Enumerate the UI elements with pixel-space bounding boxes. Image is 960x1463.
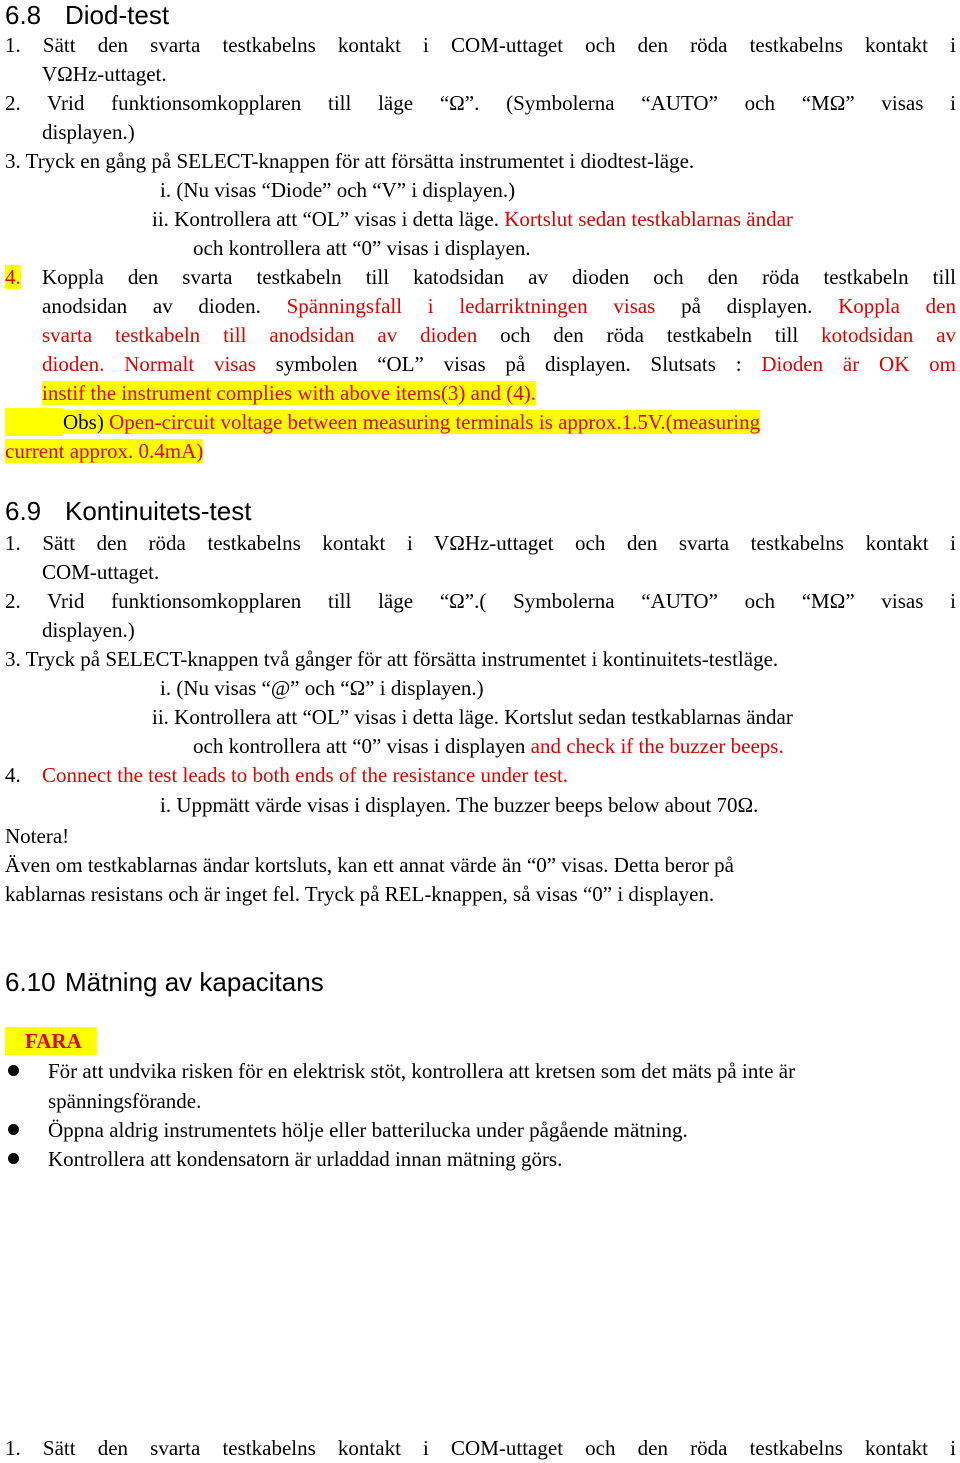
bullet-line: spänningsförande. [48,1089,202,1113]
sub-item-line [193,732,784,760]
text-span: och kontrollera att “0” visas i displayen [193,734,526,758]
red-text: Spänningsfall i ledarriktningen visas [286,294,656,318]
text-span: på displayen. [655,294,813,318]
warning-label: FARA [25,1029,82,1053]
bullet-icon [8,1124,19,1135]
item-number: 4. [5,265,21,289]
text-span: Slutsats : [630,352,762,376]
sub-item-line: och kontrollera att “0” visas i displayen. [193,236,531,260]
paragraph-line: 3. Tryck på SELECT-knappen två gånger för att försätta instrumentet i kontinuitets-testläge. [5,647,779,671]
red-text: Normalt visas [104,352,256,376]
paragraph-line: displayen.) [42,120,135,144]
section-number: 6.9 [5,496,42,526]
warning-badge [5,1027,97,1055]
section-title: Diod-test [65,0,170,30]
sub-item-line: i. (Nu visas “@” och “Ω” i displayen.) [160,676,484,700]
note-line: Även om testkablarnas ändar kortsluts, kan ett annat värde än “0” visas. Detta beror på [5,853,734,877]
item-number-highlight [5,263,21,291]
obs-text: Open-circuit voltage between measuring terminals is approx.1.5V.(measuring [109,410,761,434]
note-line: kablarnas resistans och är inget fel. Tryck på REL-knappen, så visas “0” i displayen. [5,882,715,906]
item-number: 4. [5,763,21,787]
sub-item-line: i. Uppmätt värde visas i displayen. The buzzer beeps below about 70Ω. [160,793,759,817]
red-text: Connect the test leads to both ends of the resistance under test. [42,763,569,787]
section-title: Mätning av kapacitans [65,967,324,997]
obs-line [5,437,203,465]
section-number: 6.10 [5,967,56,997]
red-text: anodsidan av dioden [269,323,478,347]
paragraph-line: VΩHz-uttaget. [42,62,167,86]
obs-line [5,408,910,436]
bullet-line: Öppna aldrig instrumentets hölje eller batterilucka under pågående mätning. [48,1118,688,1142]
footer-line: 1. Sätt den svarta testkabelns kontakt i COM-uttaget och den röda testkabelns kontakt i [5,1436,956,1460]
paragraph-line: displayen.) [42,618,135,642]
paragraph-line: 1. Sätt den röda testkabelns kontakt i VΩHz-uttaget och den svarta testkabelns kontakt i [5,531,956,555]
bullet-icon [8,1153,19,1164]
paragraph-line [42,292,956,320]
obs-text: current approx. 0.4mA) [5,439,204,463]
sub-item-line [152,205,793,233]
highlight-pad [5,408,63,436]
sub-item-line: i. (Nu visas “Diode” och “V” i displayen.) [160,178,516,202]
paragraph-line [42,321,956,349]
bullet-line: Kontrollera att kondensatorn är urladdad innan mätning görs. [48,1147,563,1171]
paragraph-line: 2. Vrid funktionsomkopplaren till läge “Ω”. (Symbolerna “AUTO” och “MΩ” visas i [5,91,956,115]
text-span: ii. Kontrollera att “OL” visas i detta läge. [152,207,499,231]
red-text: kotodsidan av [821,323,957,347]
red-text: dioden. [42,352,105,376]
red-text: Koppla den [812,294,956,318]
paragraph-line: 2. Vrid funktionsomkopplaren till läge “Ω”.( Symbolerna “AUTO” och “MΩ” visas i [5,589,956,613]
section-number: 6.8 [5,0,42,30]
text-span: anodsidan av dioden. [42,294,287,318]
paragraph-line [5,761,568,789]
text-span: symbolen “OL” visas på displayen. [255,352,631,376]
red-text: instif the instrument complies with above items(3) and (4). [42,381,536,405]
text-span: och den röda testkabeln till [477,323,822,347]
sub-item-line: ii. Kontrollera att “OL” visas i detta läge. Kortslut sedan testkablarnas ändar [152,705,793,729]
red-text: Kortslut sedan testkablarnas ändar [498,207,793,231]
paragraph-line: 3. Tryck en gång på SELECT-knappen för att försätta instrumentet i diodtest-läge. [5,149,695,173]
paragraph-line: Koppla den svarta testkabeln till katodsidan av dioden och den röda testkabeln till [42,265,956,289]
red-text: svarta testkabeln till [42,323,270,347]
section-heading-6-9 [5,496,251,526]
note-heading: Notera! [5,824,70,848]
paragraph-line: COM-uttaget. [42,560,160,584]
paragraph-line [42,350,956,378]
red-text: and check if the buzzer beeps. [525,734,784,758]
paragraph-line: 1. Sätt den svarta testkabelns kontakt i COM-uttaget och den röda testkabelns kontakt i [5,33,956,57]
highlighted-line [42,379,536,407]
obs-label: Obs) [63,410,110,434]
bullet-line: För att undvika risken för en elektrisk stöt, kontrollera att kretsen som det mäts på inte är [48,1059,796,1083]
section-heading-6-8 [5,0,169,30]
section-title: Kontinuitets-test [65,496,252,526]
red-text: Dioden är OK om [761,352,956,376]
section-heading-6-10 [5,967,324,997]
bullet-icon [8,1065,19,1076]
